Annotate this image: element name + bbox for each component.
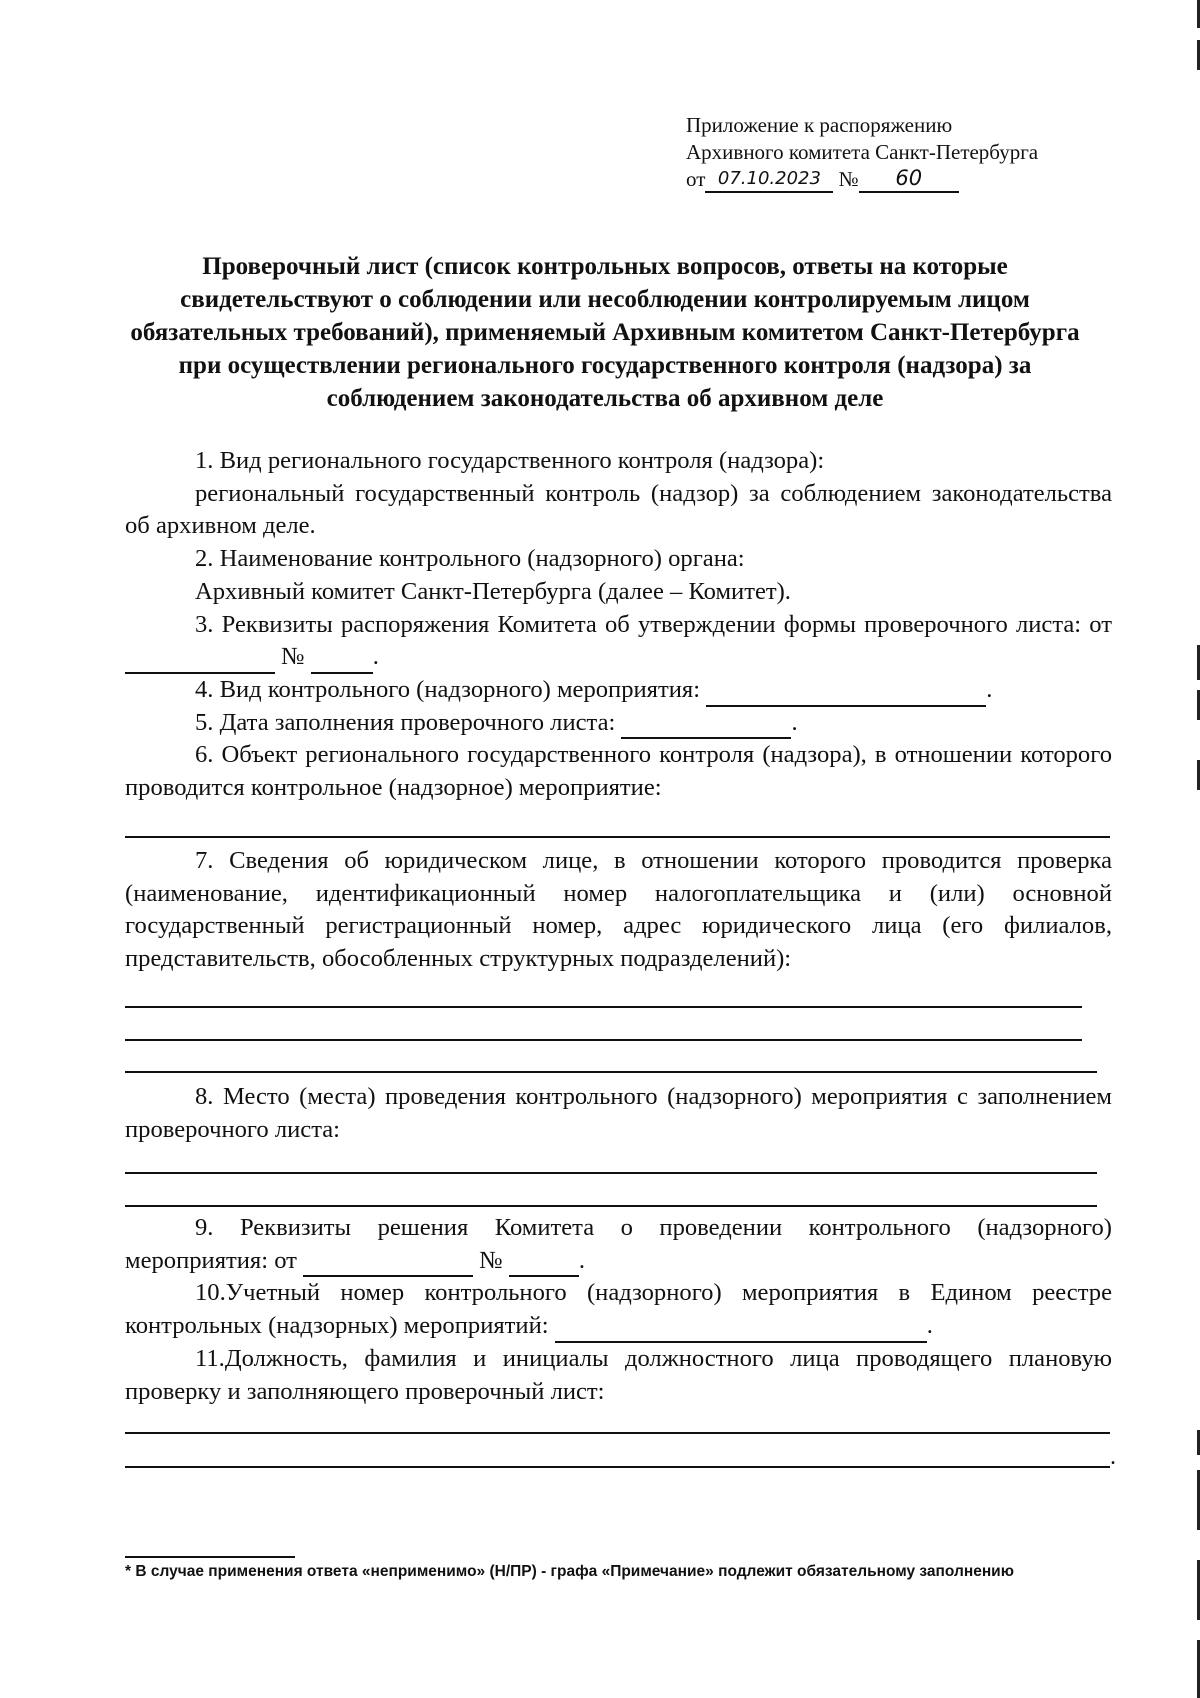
blank-field (311, 647, 373, 674)
document-title: Проверочный лист (список контрольных вопросов, ответы на которые свидетельствуют о соблюдении или несоблюдении контролируемым лицом обязательных требований), применяемый Архивным комитетом Санкт-Петербурга при осуществлении регионального государственного контроля (надзора) за соблюдением законодательства об архивном деле (130, 253, 1080, 412)
item-3 (125, 609, 1112, 674)
document-body-4 (125, 1212, 1112, 1408)
period: . (372, 643, 379, 671)
footnote-rule (125, 1556, 295, 1558)
item-6: 6. Объект регионального государственного контроля (надзора), в отношении которого проводится контрольное (надзорное) мероприятие: (125, 741, 1112, 802)
item-2-value: Архивный комитет Санкт-Петербурга (далее – Комитет). (195, 577, 791, 605)
handwritten-date: 07.10.2023 (705, 166, 833, 193)
document-body-2 (125, 845, 1112, 976)
item-4 (125, 674, 1112, 707)
footnote: * В случае применения ответа «неприменимо» (Н/ПР) - графа «Примечание» подлежит обязательному заполнению (125, 1563, 1014, 1580)
appendix-line-1: Приложение к распоряжению (686, 113, 953, 137)
period: . (1110, 1444, 1116, 1470)
item-3-text: 3. Реквизиты распоряжения Комитета об утверждении формы проверочного листа: от (195, 610, 1112, 638)
item-11: 11.Должность, фамилия и инициалы должностного лица проводящего плановую проверку и заполняющего проверочный лист: (125, 1344, 1112, 1405)
item-4-text: 4. Вид контрольного (надзорного) мероприятия: (195, 675, 701, 703)
item-2-label: 2. Наименование контрольного (надзорного) органа: (195, 545, 745, 573)
appendix-line-2: Архивного комитета Санкт-Петербурга (686, 140, 1039, 164)
document-body-3 (125, 1081, 1112, 1146)
period: . (926, 1312, 933, 1340)
blank-field (509, 1250, 579, 1277)
document-body (125, 445, 1112, 805)
handwritten-number: 60 (859, 166, 959, 193)
item-9-text: 9. Реквизиты решения Комитета о проведении контрольного (надзорного) мероприятия: от (125, 1214, 1112, 1274)
fill-line (125, 1071, 1097, 1073)
item-10 (125, 1277, 1112, 1342)
blank-field (555, 1316, 927, 1343)
fill-line (125, 1172, 1097, 1174)
item-8: 8. Место (места) проведения контрольного (надзорного) мероприятия с заполнением проверочного листа: (125, 1083, 1112, 1143)
appendix-header (686, 112, 1038, 193)
item-9-number-label: № (479, 1246, 503, 1274)
item-7: 7. Сведения об юридическом лице, в отношении которого проводится проверка (наименование, идентификационный номер налогоплательщика и (или) основной государственный регистрационный номер, адрес юридического лица (его филиалов, представительств, обособленных структурных подразделений): (125, 847, 1112, 973)
fill-line (125, 836, 1110, 838)
item-9 (125, 1212, 1112, 1277)
blank-field (621, 712, 791, 739)
item-3-number-label: № (281, 643, 305, 671)
blank-field (303, 1250, 473, 1277)
fill-line (125, 1432, 1110, 1434)
item-5-text: 5. Дата заполнения проверочного листа: (195, 708, 616, 736)
appendix-number-label: № (838, 167, 859, 191)
item-10-text: 10.Учетный номер контрольного (надзорного) мероприятия в Едином реестре контрольных (надзорных) мероприятий: (125, 1279, 1112, 1340)
item-1-value: региональный государственный контроль (надзор) за соблюдением законодательства об архивном деле. (125, 479, 1112, 540)
period: . (791, 708, 798, 736)
item-5 (125, 707, 1112, 740)
item-1-label: 1. Вид регионального государственного контроля (надзора): (195, 447, 825, 474)
appendix-from-label: от (686, 167, 706, 191)
period: . (578, 1246, 586, 1274)
fill-line (125, 1039, 1082, 1041)
fill-line (125, 1466, 1110, 1468)
fill-line (125, 1006, 1082, 1008)
blank-field (706, 680, 986, 707)
period: . (986, 675, 993, 703)
fill-line (125, 1205, 1097, 1207)
appendix-date-line (686, 166, 1038, 193)
blank-field (125, 647, 275, 674)
